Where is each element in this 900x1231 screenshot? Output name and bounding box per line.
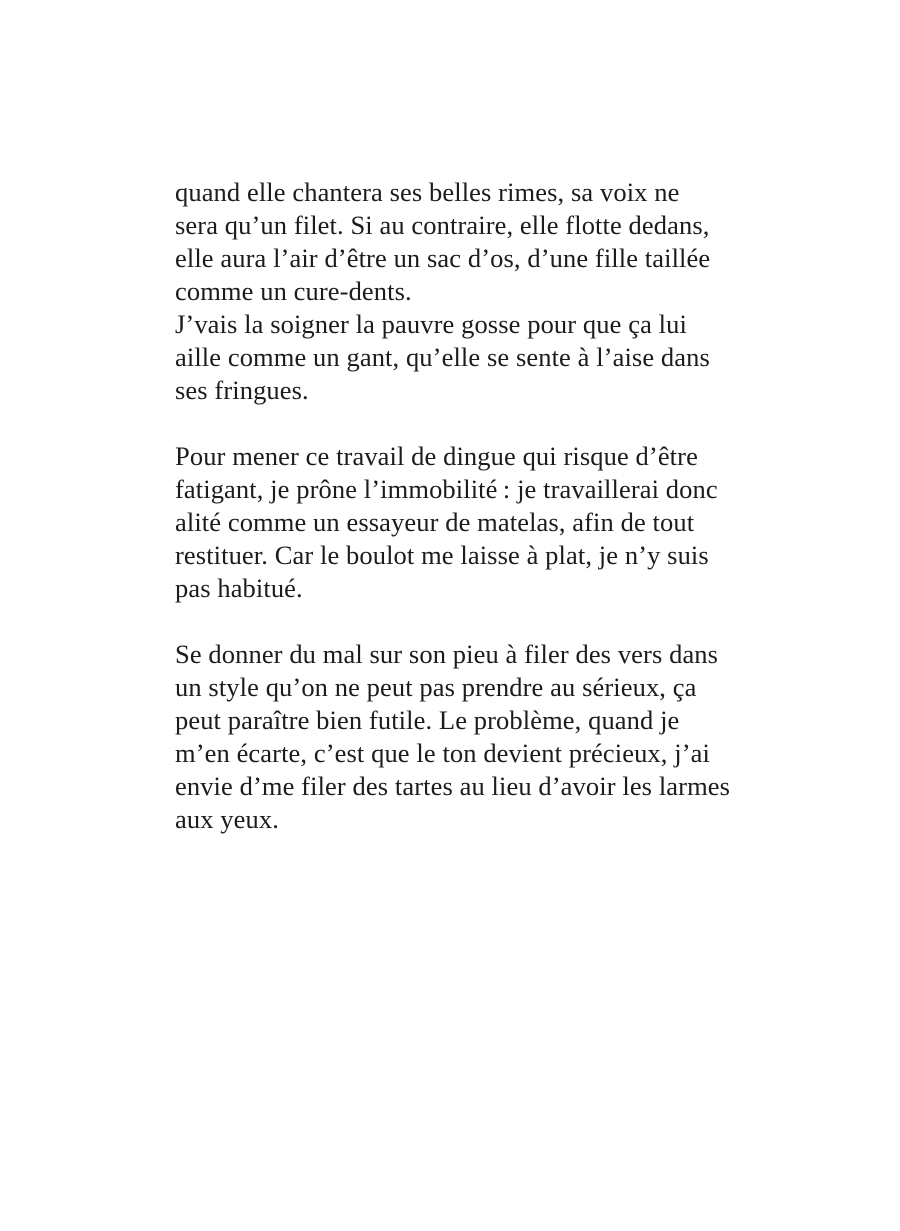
text-line: alité comme un essayeur de matelas, afin de tout: [175, 507, 695, 537]
text-line: J’vais la soigner la pauvre gosse pour que ça lui: [175, 309, 687, 339]
text-line: aille comme un gant, qu’elle se sente à l’aise dans: [175, 342, 710, 372]
paragraph-2: [175, 308, 775, 407]
paragraph-4: [175, 638, 775, 836]
text-line: fatigant, je prône l’immobilité : je travaillerai donc: [175, 474, 718, 504]
text-line: m’en écarte, c’est que le ton devient précieux, j’ai: [175, 738, 710, 768]
text-line: comme un cure-dents.: [175, 276, 412, 306]
paragraph-1: [175, 176, 775, 308]
text-line: envie d’me filer des tartes au lieu d’avoir les larmes: [175, 771, 731, 801]
paragraph-3: [175, 440, 775, 605]
text-line: Se donner du mal sur son pieu à filer des vers dans: [175, 639, 719, 669]
text-line: elle aura l’air d’être un sac d’os, d’une fille taillée: [175, 243, 711, 273]
text-line: quand elle chantera ses belles rimes, sa voix ne: [175, 177, 680, 207]
text-line: sera qu’un filet. Si au contraire, elle flotte dedans,: [175, 210, 710, 240]
text-line: aux yeux.: [175, 804, 279, 834]
text-line: Pour mener ce travail de dingue qui risque d’être: [175, 441, 698, 471]
text-line: ses fringues.: [175, 375, 309, 405]
body-text-block: [175, 176, 775, 836]
text-line: un style qu’on ne peut pas prendre au sérieux, ça: [175, 672, 697, 702]
text-line: restituer. Car le boulot me laisse à plat, je n’y suis: [175, 540, 709, 570]
text-line: peut paraître bien futile. Le problème, quand je: [175, 705, 680, 735]
text-line: pas habitué.: [175, 573, 303, 603]
